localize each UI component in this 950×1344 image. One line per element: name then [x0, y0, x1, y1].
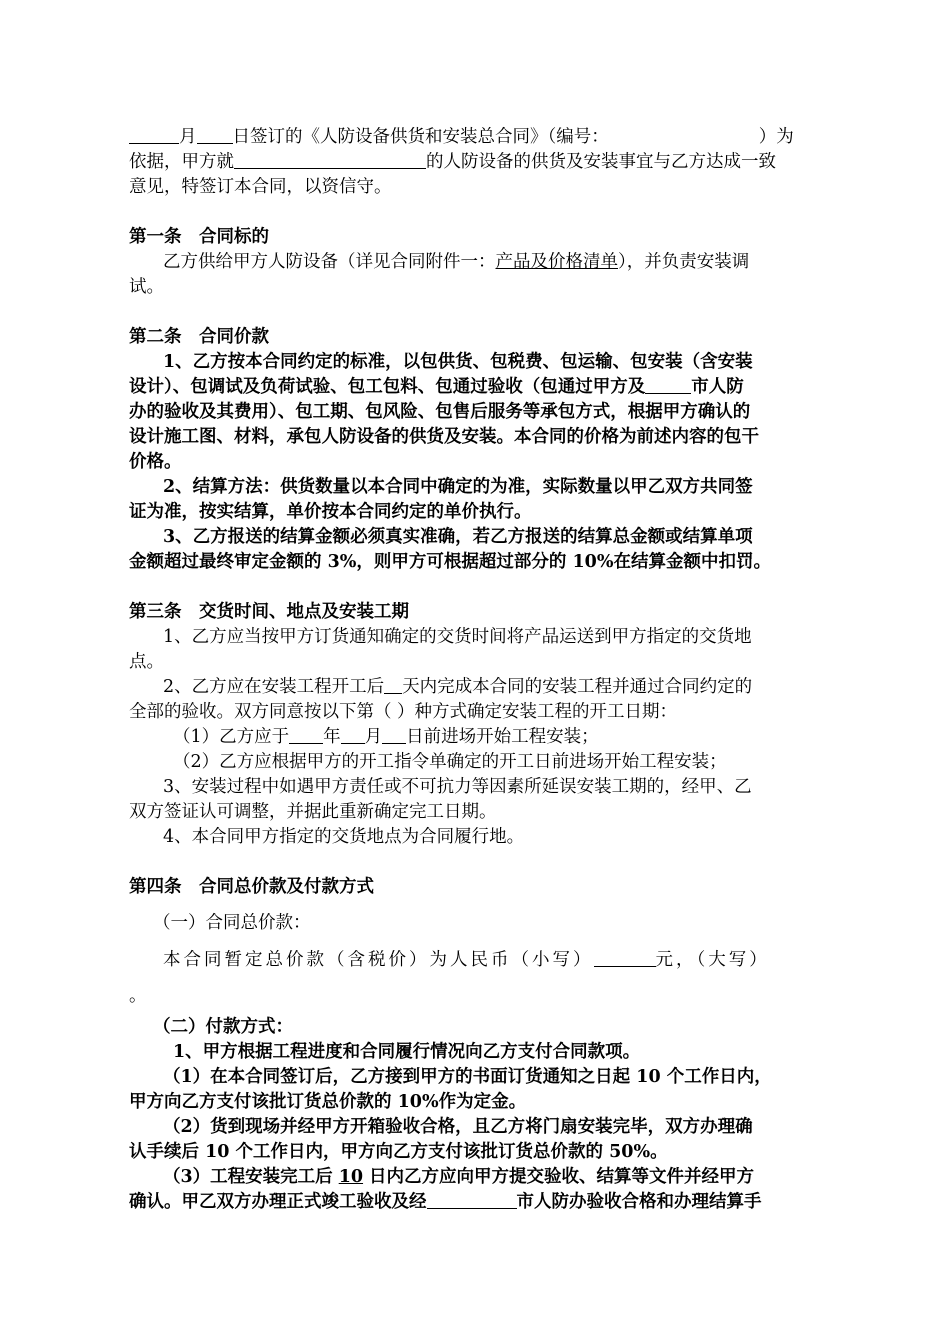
article-4-line: 甲方向乙方支付该批订货总价款的 10%作为定金。 — [129, 1092, 527, 1112]
article-1-line-2: 试。 — [129, 277, 164, 297]
text: （1）乙方应于 — [173, 727, 290, 747]
article-4-heading: 第四条 合同总价款及付款方式 — [129, 877, 374, 897]
article-2-line — [129, 375, 829, 399]
article-3-line: 3、安装过程中如遇甲方责任或不可抗力等因素所延误安装工期的，经甲、乙 — [163, 777, 752, 797]
preamble-line-3: 意见，特签订本合同，以资信守。 — [129, 177, 392, 197]
article-2-line: 3、乙方报送的结算金额必须真实准确，若乙方报送的结算总金额或结算单项 — [163, 527, 753, 547]
text: 年 — [323, 727, 341, 747]
text: 市人防 — [691, 377, 744, 397]
text: 月 — [364, 727, 383, 747]
article-4-line: 1、甲方根据工程进度和合同履行情况向乙方支付合同款项。 — [173, 1042, 641, 1062]
article-4-subheading: （一）合同总价款： — [153, 913, 311, 933]
article-3-line — [173, 725, 873, 749]
text: 日前进场开始工程安装； — [406, 727, 599, 747]
text: ）为 — [758, 127, 794, 147]
article-4-line: （2）货到现场并经甲方开箱验收合格，且乙方将门扇安装完毕，双方办理确 — [163, 1117, 753, 1137]
article-3-line — [163, 675, 863, 699]
preamble-line-2 — [129, 150, 829, 174]
text: 2、乙方应在安装工程开工后 — [163, 677, 385, 697]
blank-field — [197, 125, 233, 144]
text: 乙方供给甲方人防设备（详见合同附件一： — [163, 252, 496, 272]
article-4-line — [163, 1165, 863, 1189]
article-3-line: 双方签证认可调整，并据此重新确定完工日期。 — [129, 802, 497, 822]
underlined-value: 10 — [338, 1167, 364, 1187]
article-3-line: 全部的验收。双方同意按以下第（ ）种方式确定安装工程的开工日期： — [129, 702, 678, 722]
blank-field — [645, 375, 691, 394]
article-4-subheading: （二）付款方式： — [153, 1017, 293, 1037]
blank-field — [384, 675, 402, 694]
text: 元，（大写） — [655, 950, 770, 970]
text: ），并负责安装调 — [618, 252, 750, 272]
blank-field — [129, 125, 179, 144]
blank-field — [594, 948, 656, 967]
text: 设计）、包调试及负荷试验、包工包料、包通过验收（包通过甲方及 — [129, 377, 646, 397]
preamble-line-1 — [129, 125, 829, 149]
article-2-line: 设计施工图、材料，承包人防设备的供货及安装。本合同的价格为前述内容的包干 — [129, 427, 759, 447]
article-2-line: 价格。 — [129, 452, 182, 472]
text: 依据，甲方就 — [129, 152, 234, 172]
text: 月 — [179, 127, 197, 147]
text: 日签订的《人防设备供货和安装总合同》（编号： — [232, 127, 609, 147]
article-2-line: 金额超过最终审定金额的 3%，则甲方可根据超过部分的 10%在结算金额中扣罚。 — [129, 552, 771, 572]
blank-field — [289, 725, 323, 744]
article-4-line: （1）在本合同签订后，乙方接到甲方的书面订货通知之日起 10 个工作日内， — [163, 1067, 772, 1087]
article-3-line: 1、乙方应当按甲方订货通知确定的交货时间将产品运送到甲方指定的交货地 — [163, 627, 752, 647]
blank-field — [427, 1190, 517, 1209]
text: （3）工程安装完工后 — [163, 1167, 333, 1187]
text: 天内完成本合同的安装工程并通过合同约定的 — [402, 677, 753, 697]
article-4-line — [129, 1190, 829, 1214]
article-2-line: 办的验收及其费用）、包工期、包风险、包售后服务等承包方式，根据甲方确认的 — [129, 402, 751, 422]
article-3-heading: 第三条 交货时间、地点及安装工期 — [129, 602, 409, 622]
article-4-line: 。 — [129, 986, 147, 1006]
article-3-line: （2）乙方应根据甲方的开工指令单确定的开工日前进场开始工程安装； — [173, 752, 727, 772]
article-3-line: 4、本合同甲方指定的交货地点为合同履行地。 — [163, 827, 525, 847]
article-2-line: 2、结算方法：供货数量以本合同中确定的为准，实际数量以甲乙双方共同签 — [163, 477, 753, 497]
appendix-link: 产品及价格清单 — [495, 252, 618, 272]
text: 的人防设备的供货及安装事宜与乙方达成一致 — [426, 152, 776, 172]
article-2-line: 证为准，按实结算，单价按本合同约定的单价执行。 — [129, 502, 532, 522]
blank-field — [234, 150, 426, 169]
article-2-line: 1、乙方按本合同约定的标准，以包供货、包税费、包运输、包安装（含安装 — [163, 352, 753, 372]
text: 本合同暂定总价款（含税价）为人民币（小写） — [163, 950, 594, 970]
article-1-line-1 — [163, 250, 863, 274]
article-4-line: 认手续后 10 个工作日内，甲方向乙方支付该批订货总价款的 50%。 — [129, 1142, 668, 1162]
text: 日内乙方应向甲方提交验收、结算等文件并经甲方 — [369, 1167, 755, 1187]
article-2-heading: 第二条 合同价款 — [129, 327, 269, 347]
text: 确认。甲乙双方办理正式竣工验收及经 — [129, 1192, 427, 1212]
text: 市人防办验收合格和办理结算手 — [516, 1192, 762, 1212]
article-4-line — [163, 948, 863, 972]
blank-field — [382, 725, 406, 744]
article-1-heading: 第一条 合同标的 — [129, 227, 269, 247]
article-3-line: 点。 — [129, 652, 164, 672]
blank-field — [341, 725, 365, 744]
